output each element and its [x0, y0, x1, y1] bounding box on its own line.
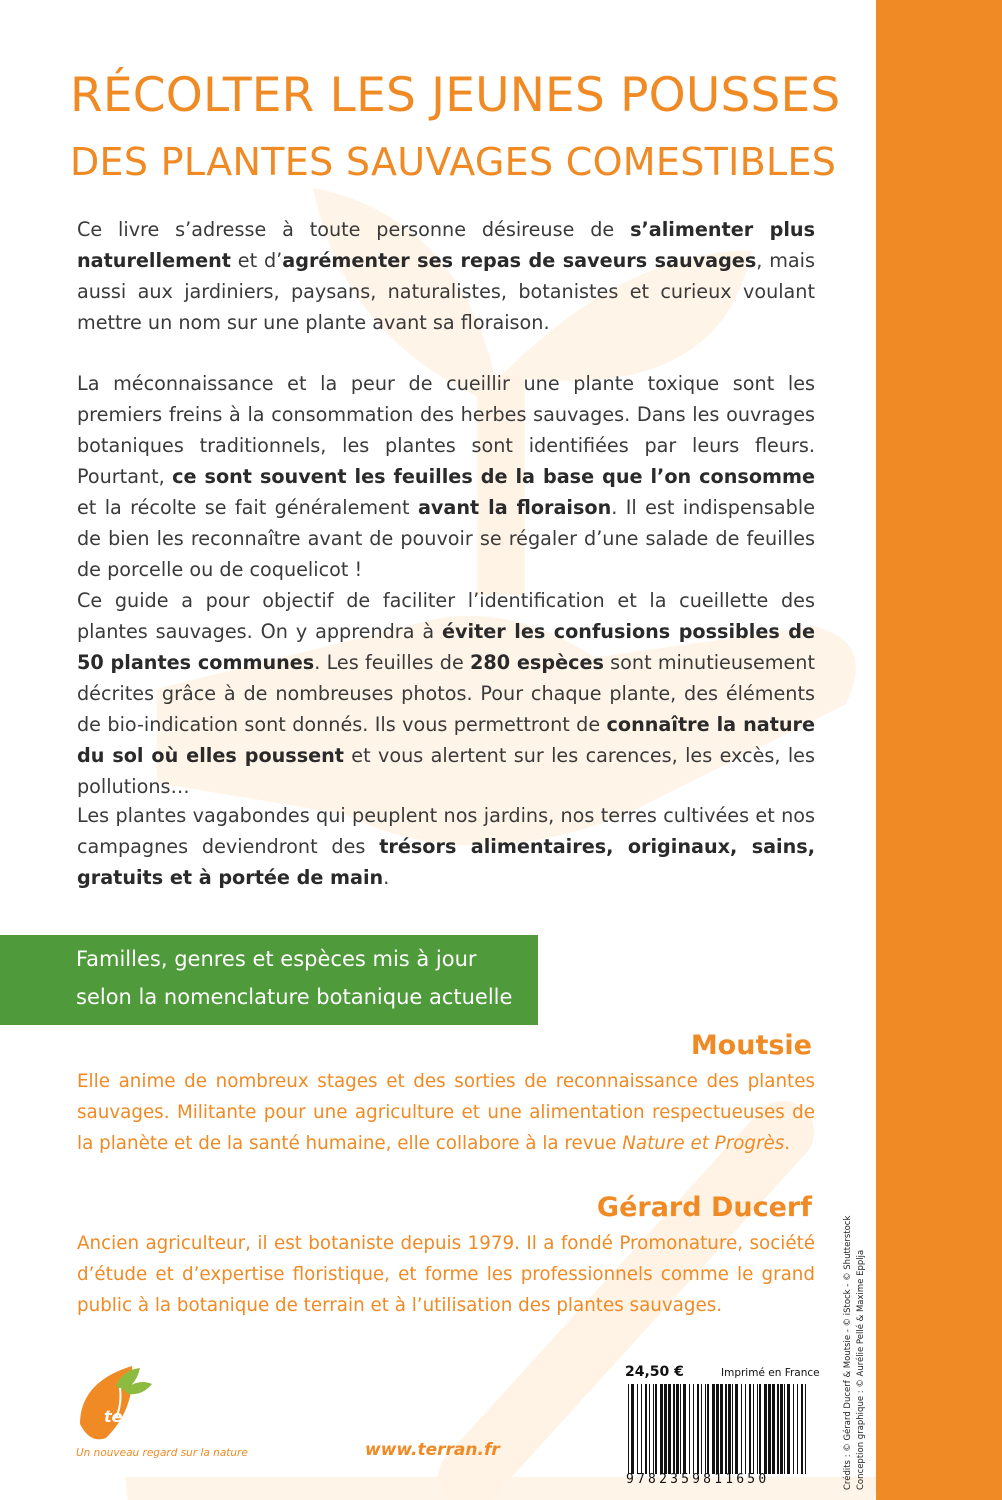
barcode-bar: [628, 1384, 629, 1474]
barcode-bar: [805, 1384, 806, 1474]
body-text: et d’: [230, 249, 283, 272]
barcode-bar: [689, 1384, 690, 1474]
barcode-bar: [701, 1384, 702, 1474]
barcode-bar: [797, 1384, 798, 1474]
emphasis-text: avant la floraison: [417, 496, 612, 519]
isbn-number: 9782359811650: [626, 1472, 770, 1487]
barcode-bar: [753, 1384, 754, 1474]
barcode-bar: [649, 1384, 650, 1474]
body-text: et la récolte se fait généralement: [77, 496, 418, 519]
cover-title-line-2: DES PLANTES SAUVAGES COMESTIBLES: [70, 140, 837, 184]
barcode-bar: [641, 1384, 642, 1474]
isbn-barcode: [626, 1384, 810, 1474]
barcode-bar: [735, 1384, 738, 1474]
barcode-bar: [693, 1384, 694, 1474]
cover-title-line-1: RÉCOLTER LES JEUNES POUSSES: [70, 68, 841, 123]
body-text: et vous alertent sur les carences, les excès, les pollutions…: [77, 744, 815, 798]
body-text: . Il est indispensable de bien les reconnaître avant de pouvoir se régaler d’une salade de feuilles de porcelle ou de coquelicot !: [77, 496, 816, 581]
nomenclature-banner: [0, 935, 538, 1025]
barcode-bar: [676, 1384, 679, 1474]
paragraph-2: [77, 368, 815, 585]
printed-in: Imprimé en France: [721, 1367, 820, 1379]
emphasis-text: agrémenter ses repas de saveurs sauvages: [282, 249, 757, 272]
emphasis-text: trésors alimentaires, originaux, sains, gratuits et à portée de main: [77, 835, 816, 889]
barcode-bar: [668, 1384, 671, 1474]
emphasis-text: ce sont souvent les feuilles de la base que l’on consomme: [172, 465, 815, 488]
paragraph-3: [77, 585, 815, 802]
barcode-bar: [712, 1384, 715, 1474]
barcode-bar: [697, 1384, 699, 1474]
barcode-bar: [764, 1384, 767, 1474]
photo-credits: Crédits : © Gérard Ducerf & Moutsie - © iStock - © Shutterstock: [843, 1215, 853, 1490]
author-name-ducerf: Gérard Ducerf: [596, 1192, 812, 1223]
body-text: Ce guide a pour objectif de faciliter l’identification et la cueillette des plantes sauvages. On y apprendra à: [77, 589, 815, 643]
barcode-bar: [728, 1384, 731, 1474]
author-bio-moutsie: [77, 1066, 815, 1159]
paragraph-1: [77, 214, 815, 338]
body-text: Les plantes vagabondes qui peuplent nos jardins, nos terres cultivées et nos campagnes deviendront des: [77, 804, 815, 858]
body-text: sont minutieusement décrites grâce à de nombreuses photos. Pour chaque plante, des éléments de bio-indication sont donnés. Ils vous permettront de: [77, 651, 815, 736]
barcode-bar: [660, 1384, 663, 1474]
body-text: Ce livre s’adresse à toute personne désireuse de: [77, 218, 631, 241]
barcode-bar: [784, 1384, 785, 1474]
body-text: La méconnaissance et la peur de cueillir une plante toxique sont les premiers freins à la consommation des herbes sauvages. Dans les ouvrages botaniques traditionnels, les plantes sont identifiées par leurs fleurs. Pourtant,: [77, 372, 815, 488]
publisher-tagline: Un nouveau regard sur la nature: [76, 1447, 248, 1459]
barcode-bar: [720, 1384, 723, 1474]
body-text: . Les feuilles de: [314, 651, 471, 674]
barcode-bar: [749, 1384, 751, 1474]
barcode-bar: [793, 1384, 794, 1474]
barcode-bar: [768, 1384, 771, 1474]
barcode-bar: [655, 1384, 657, 1474]
barcode-bar: [653, 1384, 654, 1474]
barcode-bar: [680, 1384, 681, 1474]
barcode-bar: [757, 1384, 758, 1474]
barcode-bar: [683, 1384, 686, 1474]
bio-text: Elle anime de nombreux stages et des sorties de reconnaissance des plantes sauvages. Militante pour une agriculture et une alimentation respectueuses de la planète et de la santé humaine, elle collabore à la revue: [77, 1071, 815, 1154]
banner-line-2: selon la nomenclature botanique actuelle: [76, 985, 513, 1009]
barcode-bar: [772, 1384, 775, 1474]
barcode-bar: [673, 1384, 675, 1474]
logo-wordmark: terran: [104, 1407, 161, 1426]
barcode-bar: [705, 1384, 706, 1474]
banner-line-1: Familles, genres et espèces mis à jour: [76, 947, 477, 971]
body-text: , mais aussi aux jardiniers, paysans, naturalistes, botanistes et curieux voulant mettre un nom sur une plante avant sa floraison.: [77, 249, 815, 334]
design-credits: Conception graphique : © Aurélie Pellé & Maxime Epplja: [856, 1249, 866, 1490]
publisher-website: www.terran.fr: [365, 1440, 500, 1460]
barcode-bar: [780, 1384, 783, 1474]
barcode-bar: [732, 1384, 733, 1474]
barcode-bar: [759, 1384, 761, 1474]
barcode-bar: [645, 1384, 647, 1474]
bio-end: .: [784, 1133, 791, 1154]
barcode-bar: [716, 1384, 719, 1474]
body-text: .: [383, 866, 390, 889]
barcode-bar: [777, 1384, 779, 1474]
barcode-bar: [741, 1384, 742, 1474]
barcode-bar: [631, 1384, 634, 1474]
emphasis-text: éviter les confusions possibles de 50 plantes communes: [77, 620, 815, 674]
paragraph-4: [77, 800, 815, 893]
price: 24,50 €: [625, 1364, 684, 1380]
barcode-bar: [664, 1384, 667, 1474]
emphasis-text: connaître la nature du sol où elles poussent: [77, 713, 815, 767]
emphasis-text: 280 espèces: [470, 651, 604, 674]
orange-side-band: [876, 0, 1002, 1500]
magazine-title: Nature et Progrès: [622, 1133, 785, 1154]
author-bio-ducerf: [77, 1228, 815, 1321]
author-name-moutsie: Moutsie: [690, 1030, 812, 1061]
barcode-bar: [707, 1384, 709, 1474]
emphasis-text: s’alimenter plus naturellement: [77, 218, 815, 272]
barcode-bar: [787, 1384, 790, 1474]
bio-text: Ancien agriculteur, il est botaniste depuis 1979. Il a fondé Promonature, société d’étude et d’expertise floristique, et forme les professionnels comme le grand public à la botanique de terrain et à l’utilisation des plantes sauvages.: [77, 1233, 815, 1316]
barcode-bar: [637, 1384, 638, 1474]
barcode-bar: [745, 1384, 746, 1474]
barcode-bar: [725, 1384, 727, 1474]
barcode-bar: [801, 1384, 803, 1474]
